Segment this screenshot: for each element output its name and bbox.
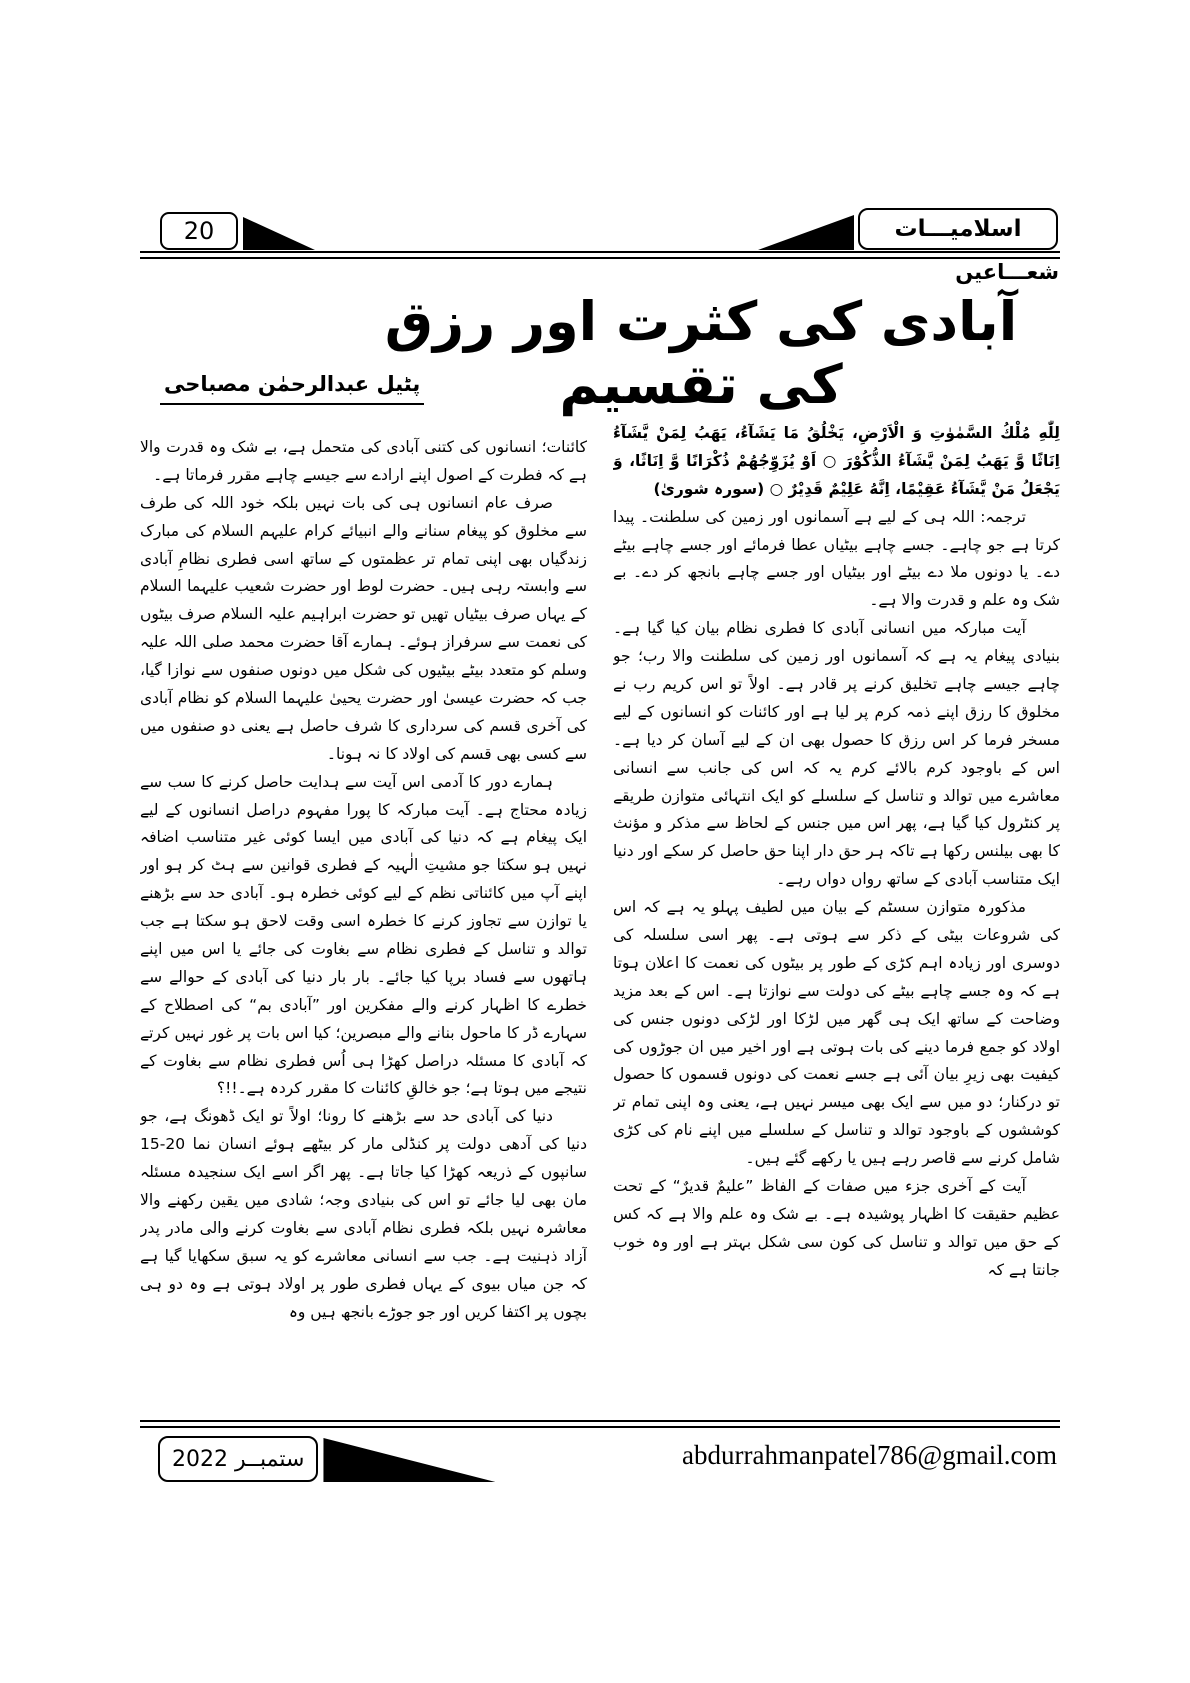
header-right-triangle-icon bbox=[758, 215, 854, 250]
header-right-group bbox=[758, 208, 1058, 250]
author-name: پٹیل عبدالرحمٰن مصباحی bbox=[160, 372, 424, 405]
contact-email: abdurrahmanpatel786@gmail.com bbox=[682, 1440, 1057, 1470]
footer-rule bbox=[140, 1420, 1060, 1428]
verse-source: (سورہ شوریٰ) bbox=[653, 479, 765, 498]
header-left-group bbox=[160, 212, 315, 250]
quran-verse-text: لِلّٰهِ مُلْكُ السَّمٰوٰتِ وَ الْاَرْضِ، يَخْلُقُ مَا يَشَآءُ، يَهَبُ لِمَنْ يَّشَآءُ اِنَاثًا وَّ يَهَبُ لِمَنْ يَّشَآءُ الذُّكُوْرَ ○ اَوْ يُزَوِّجُهُمْ ذُكْرَانًا وَّ اِنَاثًا، وَ يَجْعَلُ مَنْ يَّشَآءُ عَقِيْمًا، اِنَّهُ عَلِيْمٌ قَدِيْرٌ ○ bbox=[613, 424, 1060, 498]
quran-verse bbox=[613, 420, 1060, 504]
header-rule bbox=[140, 251, 1060, 259]
article-body bbox=[140, 420, 1060, 1418]
page-header bbox=[140, 211, 1060, 251]
issue-date-box bbox=[158, 1436, 318, 1482]
column-right bbox=[613, 420, 1060, 1418]
page-number: 20 bbox=[183, 217, 215, 245]
issue-date: ستمبــر 2022 bbox=[172, 1446, 305, 1472]
paragraph: کائنات؛ انسانوں کی کتنی آبادی کی متحمل ہے، بے شک وہ قدرت والا ہے کہ فطرت کے اصول اپنے ارادے سے جیسے چاہے مقرر فرماتا ہے۔ bbox=[140, 438, 587, 484]
article-title: آبادی کی کثرت اور رزق کی تقسیم bbox=[384, 290, 1018, 416]
section-title-box bbox=[858, 208, 1058, 250]
paragraph-translation: ترجمہ: اللہ ہی کے لیے ہے آسمانوں اور زمین کی سلطنت۔ پیدا کرتا ہے جو چاہے۔ جسے چاہے بیٹیاں عطا فرمائے اور جسے چاہے بیٹے دے۔ یا دونوں ملا دے بیٹے اور بیٹیاں اور جسے چاہے بانجھ کر دے۔ بے شک وہ علم و قدرت والا ہے۔ bbox=[613, 507, 1060, 610]
section-title: اسلامیـــات bbox=[894, 216, 1022, 242]
paragraph: مذکورہ متوازن سسٹم کے بیان میں لطیف پہلو یہ ہے کہ اس کی شروعات بیٹی کے ذکر سے ہوتی ہے۔ پھر اسی سلسلہ کی دوسری اور زیادہ اہم کڑی کے طور پر بیٹوں کی نعمت کا اعلان ہوتا ہے کہ وہ جسے چاہے بیٹے کی دولت سے نوازتا ہے۔ اس کے بعد مزید وضاحت کے ساتھ ایک ہی گھر میں لڑکا اور لڑکی دونوں جنس کی اولاد کو جمع فرما دینے کی بات ہوتی ہے اور اخیر میں ان جوڑوں کی کیفیت بھی زیرِ بیان آئی ہے جسے نعمت کی دونوں قسموں کا حصول تو درکنار؛ دو میں سے ایک بھی میسر نہیں ہے، یعنی وہ اپنی تمام تر کوششوں کے باوجود توالد و تناسل کے سلسلے میں اپنے نام کی کڑی شامل کرنے سے قاصر رہے ہیں یا رکھے گئے ہیں۔ bbox=[613, 898, 1060, 1168]
header-left-triangle-icon bbox=[243, 217, 315, 250]
paragraph: آیت کے آخری جزء میں صفات کے الفاظ ”علیمٌ قدیرٌ“ کے تحت عظیم حقیقت کا اظہار پوشیدہ ہے۔ بے شک وہ علم والا ہے کہ کس کے حق میں توالد و تناسل کی کون سی شکل بہتر ہے اور وہ خوب جانتا ہے کہ bbox=[613, 1177, 1060, 1279]
paragraph: آیت مبارکہ میں انسانی آبادی کا فطری نظام بیان کیا گیا ہے۔ بنیادی پیغام یہ ہے کہ آسمانوں اور زمین کی سلطنت والا رب؛ جو چاہے جیسے چاہے تخلیق کرنے پر قادر ہے۔ اولاً تو اس کریم رب نے مخلوق کا رزق اپنے ذمہ کرم پر لیا ہے اور کائنات کو انسانوں کے لیے مسخر فرما کر اس رزق کا حصول بھی ان کے لیے آسان کر دیا ہے۔ اس کے باوجود کرم بالائے کرم یہ کہ اس کی جانب سے انسانی معاشرے میں توالد و تناسل کے سلسلے کو ایک انتہائی متوازن طریقے پر کنٹرول کیا گیا ہے، پھر اس میں جنس کے لحاظ سے مذکر و مؤنث کا بھی بیلنس رکھا ہے تاکہ ہر حق دار اپنا حق حاصل کر سکے اور دنیا ایک متناسب آبادی کے ساتھ رواں دواں رہے۔ bbox=[613, 619, 1060, 889]
paragraph: دنیا کی آبادی حد سے بڑھنے کا رونا؛ اولاً تو ایک ڈھونگ ہے، جو دنیا کی آدھی دولت پر کنڈلی مار کر بیٹھے ہوئے انسان نما 20-15 سانپوں کے ذریعہ کھڑا کیا جاتا ہے۔ پھر اگر اسے ایک سنجیدہ مسئلہ مان بھی لیا جائے تو اس کی بنیادی وجہ؛ شادی میں یقین رکھنے والا معاشرہ نہیں بلکہ فطری نظام آبادی سے بغاوت کرنے والی مادر پدر آزاد ذہنیت ہے۔ جب سے انسانی معاشرے کو یہ سبق سکھایا گیا ہے کہ جن میاں بیوی کے یہاں فطری طور پر اولاد ہوتی ہے وہ دو ہی بچوں پر اکتفا کریں اور جو جوڑے بانجھ ہیں وہ bbox=[140, 1107, 587, 1321]
paragraph: ہمارے دور کا آدمی اس آیت سے ہدایت حاصل کرنے کا سب سے زیادہ محتاج ہے۔ آیت مبارکہ کا پورا مفہوم دراصل انسانوں کے لیے ایک پیغام ہے کہ دنیا کی آبادی میں ایسا کوئی غیر متناسب اضافہ نہیں ہو سکتا جو مشیتِ الٰہیہ کے فطری قوانین سے ہٹ کر ہو اور اپنے آپ میں کائناتی نظم کے لیے کوئی خطرہ ہو۔ آبادی حد سے بڑھنے یا توازن سے تجاوز کرنے کا خطرہ اسی وقت لاحق ہو سکتا ہے جب توالد و تناسل کے فطری نظام سے بغاوت کی جائے یا اس میں اپنے ہاتھوں سے فساد برپا کیا جائے۔ بار بار دنیا کی آبادی کے حوالے سے خطرے کا اظہار کرنے والے مفکرین اور ”آبادی بم“ کی اصطلاح کے سہارے ڈر کا ماحول بنانے والے مبصرین؛ کیا اس بات پر غور نہیں کرتے کہ آبادی کا مسئلہ دراصل کھڑا ہی اُس فطری نظام سے بغاوت کے نتیجے میں ہوتا ہے؛ جو خالقِ کائنات کا مقرر کردہ ہے۔!!؟ bbox=[140, 772, 587, 1098]
page-number-box bbox=[160, 212, 238, 250]
column-left bbox=[140, 420, 587, 1432]
series-label: شعـــاعیں bbox=[955, 260, 1059, 284]
footer-triangle-icon bbox=[323, 1438, 495, 1482]
paragraph: صرف عام انسانوں ہی کی بات نہیں بلکہ خود اللہ کی طرف سے مخلوق کو پیغام سنانے والے انبیائے کرام علیہم السلام کی مبارک زندگیاں بھی اپنی تمام تر عظمتوں کے ساتھ اسی فطری نظامِ آبادی سے وابستہ رہی ہیں۔ حضرت لوط اور حضرت شعیب علیہما السلام کے یہاں صرف بیٹیاں تھیں تو حضرت ابراہیم علیہ السلام صرف بیٹوں کی نعمت سے سرفراز ہوئے۔ ہمارے آقا حضرت محمد صلی اللہ علیہ وسلم کو متعدد بیٹے بیٹیوں کی شکل میں دونوں صنفوں سے نوازا گیا، جب کہ حضرت عیسیٰ اور حضرت یحییٰ علیہما السلام کو نظام آبادی کی آخری قسم کی سرداری کا شرف حاصل ہے یعنی دو صنفوں میں سے کسی بھی قسم کی اولاد کا نہ ہونا۔ bbox=[140, 493, 587, 763]
footer-left-group bbox=[158, 1436, 495, 1482]
